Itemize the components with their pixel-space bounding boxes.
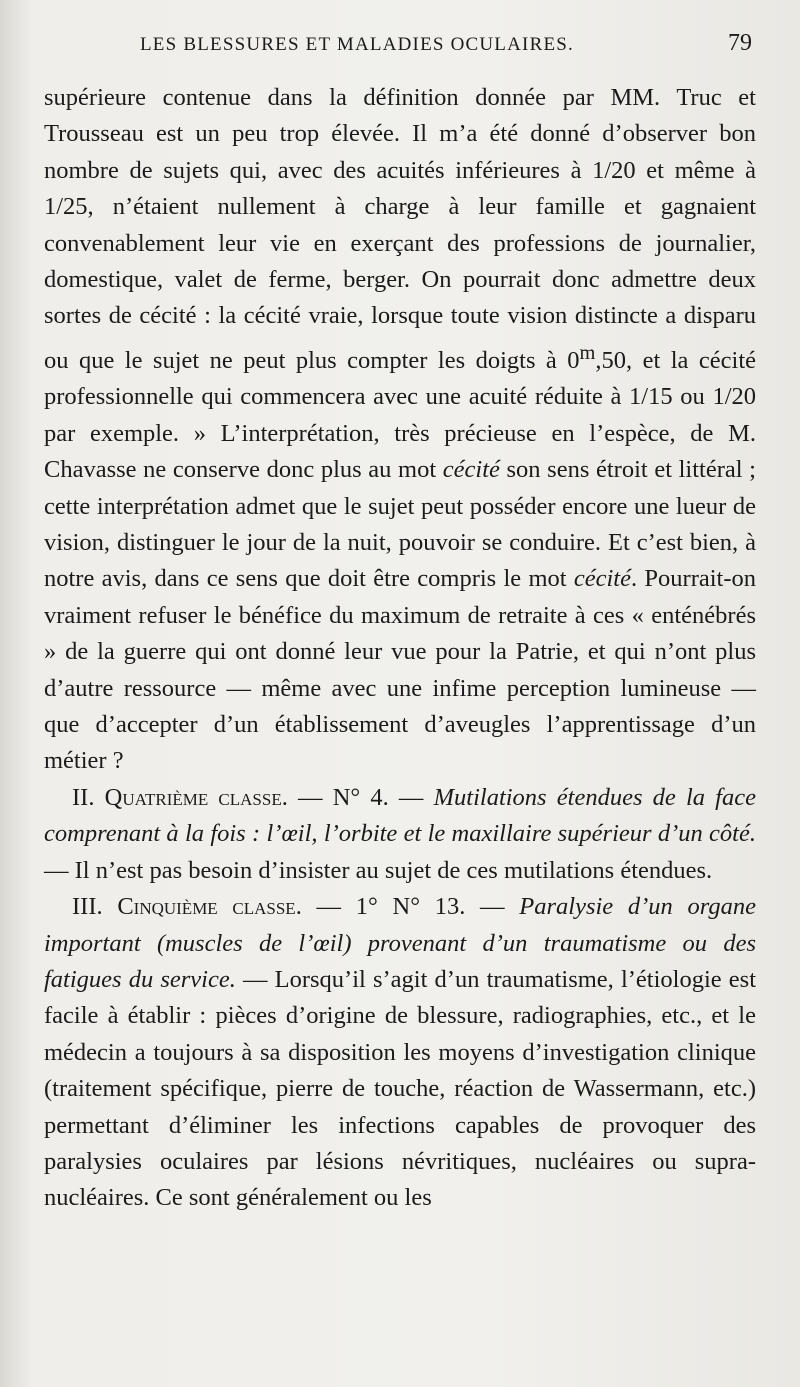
class-heading: Cinquième classe. xyxy=(117,893,302,921)
italic-title: Paralysie d’un organe important (muscles de l’œil) provenant d’un traumatisme ou des fatigues du service. xyxy=(44,893,756,993)
italic-term: cécité xyxy=(442,456,500,484)
page-number: 79 xyxy=(728,30,752,56)
text-segment: son sens étroit et littéral ; cette interprétation admet que le sujet peut posséder encore une lueur de vision, distinguer le jour de la nuit, pouvoir se conduire. Et c’est bien, à notre avis, dans ce sens que doit être compris le mot xyxy=(44,456,756,593)
paragraph-fourth-class xyxy=(44,780,756,889)
text-segment: ,50, et la cécité professionnelle qui commencera avec une acuité réduite à 1/15 ou 1/20 par exemple. » L’interprétation, très précieuse en l’espèce, de M. Chavasse ne conserve donc plus au mot xyxy=(44,347,757,484)
running-title: LES BLESSURES ET MALADIES OCULAIRES. xyxy=(140,34,574,55)
body-text xyxy=(44,80,756,1217)
italic-title: Mutilations étendues de la face comprenant à la fois : l’œil, l’orbite et le maxillaire supérieur d’un côté. xyxy=(44,783,756,848)
text-segment: supérieure contenue dans la définition donnée par MM. Truc et Trousseau est un peu trop élevée. Il m’a été donné d’observer bon nombre de sujets qui, avec des acuités inférieures à 1/20 et même à 1/25, n’étaient nullement à charge à leur famille et gagnaient convenablement leur vie en exerçant des professions de journalier, domestique, valet de ferme, berger. On pourrait donc admettre deux sortes de cécité : la cécité vraie, lorsque toute vision distincte a disparu ou que le sujet ne peut plus compter les doigts à 0 xyxy=(44,84,756,374)
paragraph-blindness-definition xyxy=(44,80,756,780)
text-segment: — Il n’est pas besoin d’insister au sujet de ces mutilations étendues. xyxy=(44,856,713,884)
superscript-unit: m xyxy=(579,341,596,364)
text-segment: . Pourrait-on vraiment refuser le bénéfice du maximum de retraite à ces « enténébrés » de la guerre qui ont donné leur vue pour la Patrie, et qui n’ont plus d’autre ressource — même avec une infime perception lumineuse — que d’accepter d’un établissement d’aveugles l’apprentissage d’un métier ? xyxy=(44,565,757,775)
italic-term: cécité xyxy=(573,565,631,593)
text-segment: — N° 4. — xyxy=(287,783,434,811)
section-number: II. xyxy=(72,783,105,811)
section-number: III. xyxy=(72,893,118,921)
text-segment: — Lorsqu’il s’agit d’un traumatisme, l’étiologie est facile à établir : pièces d’origine de blessure, radiographies, etc., et le médecin a toujours à sa disposition les moyens d’investigation clinique (traitement spécifique, pierre de touche, réaction de Wassermann, etc.) permettant d’éliminer les infections capables de provoquer des paralysies oculaires par lésions névritiques, nucléaires ou supra-nucléaires. Ce sont généralement ou les xyxy=(44,965,756,1212)
page-header xyxy=(140,30,756,80)
class-heading: Quatrième classe. xyxy=(104,783,288,811)
text-segment: — 1° N° 13. — xyxy=(301,893,520,921)
paragraph-fifth-class xyxy=(44,889,756,1217)
